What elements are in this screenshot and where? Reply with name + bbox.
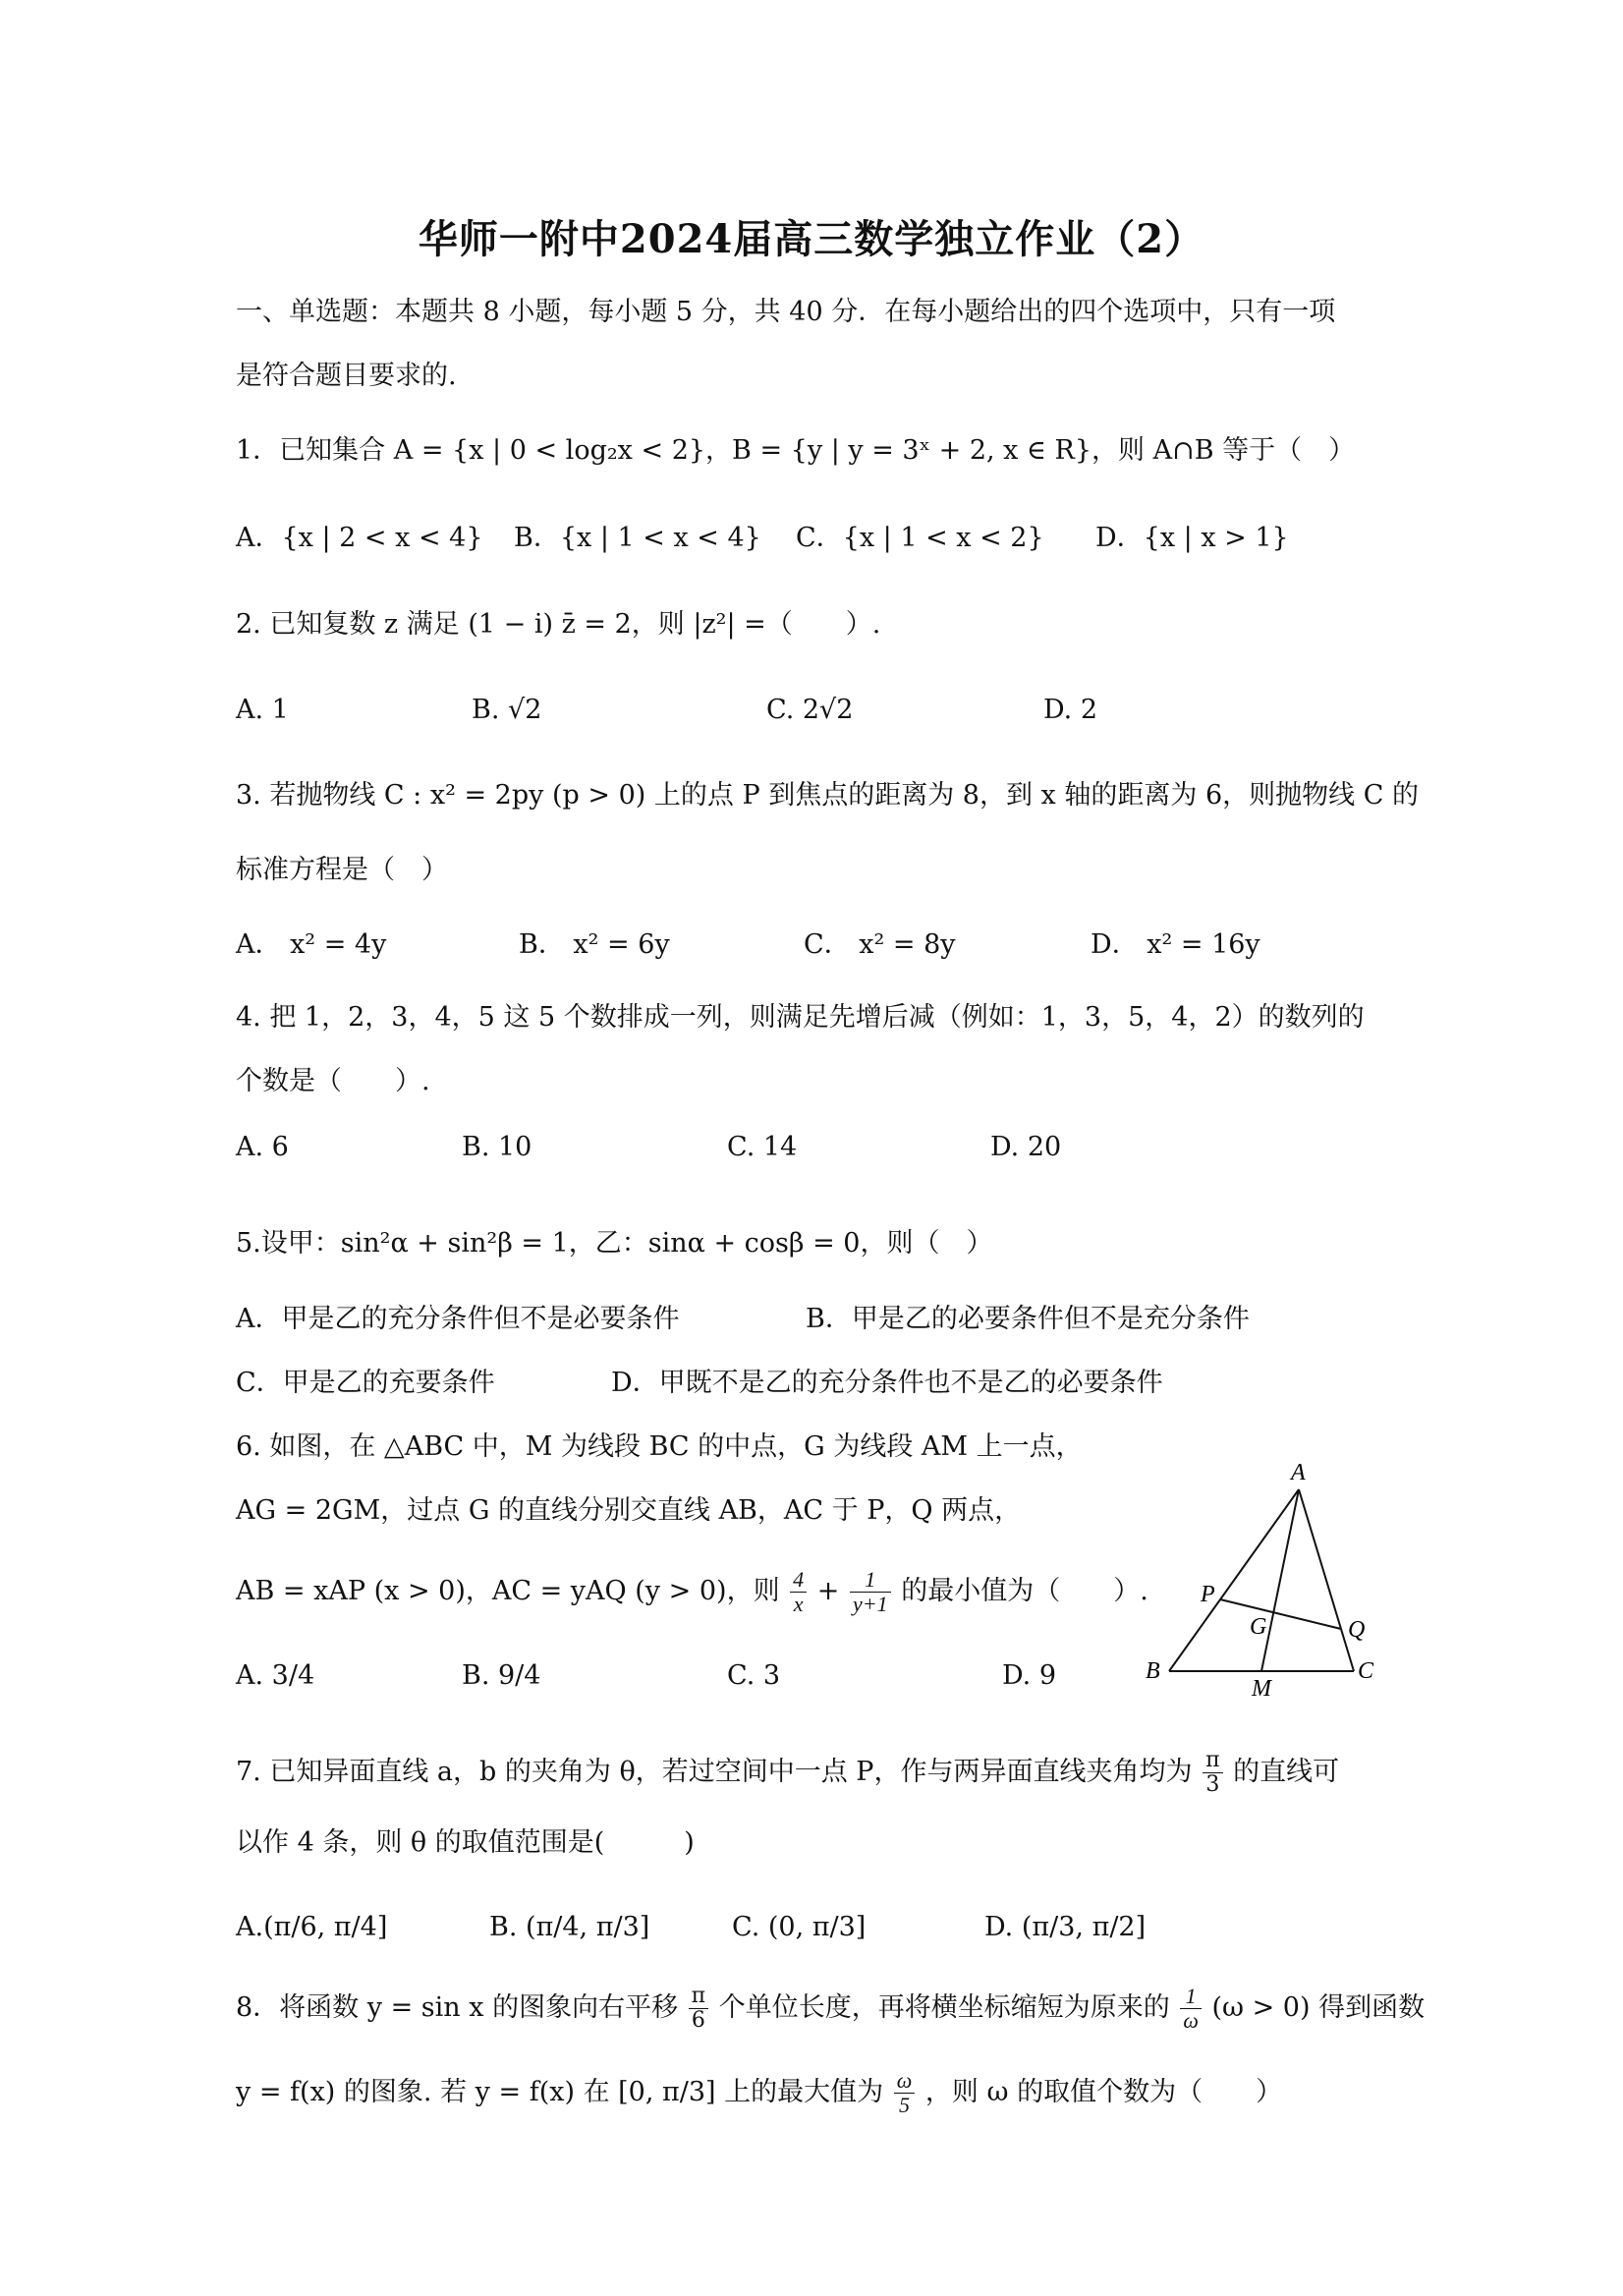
question-6-option-a: A. 3/4 [236, 1660, 315, 1691]
question-6-stem-line2: AG = 2GM，过点 G 的直线分别交直线 AB，AC 于 P，Q 两点， [236, 1495, 1022, 1526]
figure-label-g: G [1250, 1614, 1267, 1640]
question-7-option-c: C. (0, π/3] [732, 1912, 867, 1942]
fraction-numerator: 1 [1180, 1985, 1202, 2009]
question-7-option-a: A.(π/6, π/4] [236, 1912, 388, 1942]
fraction-numerator: ω [894, 2069, 916, 2094]
segment-pq [1220, 1599, 1341, 1629]
question-4-option-b: B. 10 [462, 1132, 532, 1162]
page-title: 华师一附中2024届高三数学独立作业（2） [418, 216, 1205, 262]
question-4-stem-line1: 4. 把 1，2，3，4，5 这 5 个数排成一列，则满足先增后减（例如：1，3，5，4，2）的数列的 [236, 1002, 1365, 1033]
question-5-stem: 5.设甲：sin²α + sin²β = 1，乙：sinα + cosβ = 0，则（ ） [236, 1228, 993, 1259]
question-6-option-c: C. 3 [727, 1660, 781, 1691]
question-1-option-c: C．{x | 1 < x < 2} [796, 523, 1044, 553]
triangle-figure [1140, 1454, 1395, 1700]
fraction-numerator: π [1203, 1749, 1222, 1773]
figure-label-b: B [1146, 1658, 1160, 1684]
question-6-vector-condition: AB = xAP (x > 0)，AC = yAQ (y > 0)，则 [236, 1576, 780, 1606]
question-2-option-a: A. 1 [236, 695, 289, 725]
question-2-option-d: D. 2 [1043, 695, 1098, 725]
question-1-stem: 1．已知集合 A = {x | 0 < log₂x < 2}，B = {y | y = 3ˣ + 2, x ∈ R}，则 A∩B 等于（ ） [236, 435, 1356, 466]
question-4-option-d: D. 20 [990, 1132, 1062, 1162]
question-5-option-d: D．甲既不是乙的充分条件也不是乙的必要条件 [611, 1368, 1163, 1398]
question-7-stem-tail: 的直线可 [1233, 1757, 1340, 1787]
question-6-stem-tail: 的最小值为（ ）. [901, 1576, 1148, 1606]
section-instructions-line2: 是符合题目要求的. [236, 361, 457, 391]
question-8-stem-middle: 个单位长度，再将横坐标缩短为原来的 [718, 1992, 1170, 2023]
question-8-stem-head: 8．将函数 y = sin x 的图象向右平移 [236, 1992, 679, 2023]
question-4-option-a: A. 6 [236, 1132, 289, 1162]
fraction-numerator: π [689, 1985, 708, 2009]
question-7-option-b: B. (π/4, π/3] [489, 1912, 650, 1942]
fraction-denominator: x [793, 1592, 804, 1616]
question-8-stem-line2 [236, 2069, 1282, 2117]
figure-label-q: Q [1348, 1617, 1366, 1643]
question-2-stem: 2. 已知复数 z 满足 (1 − i) z̄ = 2，则 |z²| =（ ）. [236, 609, 881, 640]
question-2-option-c: C. 2√2 [766, 695, 854, 725]
question-6-fraction-1-over-y-plus-1 [850, 1568, 891, 1616]
question-3-stem-line2: 标准方程是（ ） [236, 855, 448, 885]
question-8-fraction-omega-over-5 [894, 2069, 916, 2117]
question-8-stem-line1 [236, 1985, 1425, 2033]
question-3-option-a: A． x² = 4y [236, 929, 387, 960]
fraction-denominator: 6 [691, 2008, 705, 2033]
question-8-fraction-pi-over-6 [689, 1985, 708, 2033]
question-7-stem-line2: 以作 4 条，则 θ 的取值范围是( ) [236, 1827, 695, 1858]
question-6-option-d: D. 9 [1002, 1660, 1057, 1691]
question-5-option-c: C．甲是乙的充要条件 [236, 1368, 495, 1398]
question-8-stem-tail: (ω > 0) 得到函数 [1211, 1992, 1426, 2023]
segment-ac [1299, 1489, 1354, 1671]
fraction-denominator: ω [1183, 2008, 1199, 2033]
fraction-numerator: 1 [850, 1568, 891, 1593]
question-6-stem-line3 [236, 1568, 1148, 1616]
fraction-denominator: 5 [899, 2093, 911, 2117]
question-7-stem-head: 7. 已知异面直线 a，b 的夹角为 θ，若过空间中一点 P，作与两异面直线夹角均为 [236, 1757, 1193, 1787]
question-6-stem-line1: 6. 如图，在 △ABC 中，M 为线段 BC 的中点，G 为线段 AM 上一点， [236, 1431, 1083, 1462]
question-5-option-a: A．甲是乙的充分条件但不是必要条件 [236, 1304, 680, 1334]
question-3-option-d: D． x² = 16y [1091, 929, 1260, 960]
question-1-option-d: D．{x | x > 1} [1095, 523, 1289, 553]
question-8-fraction-1-over-omega [1180, 1985, 1202, 2033]
question-7-option-d: D. (π/3, π/2] [984, 1912, 1147, 1942]
question-8-stem2-tail: ，则 ω 的取值个数为（ ） [924, 2077, 1283, 2107]
question-3-option-b: B． x² = 6y [519, 929, 670, 960]
question-6-option-b: B. 9/4 [462, 1660, 541, 1691]
question-7-fraction-pi-over-3 [1203, 1749, 1222, 1797]
question-8-stem2-head: y = f(x) 的图象. 若 y = f(x) 在 [0, π/3] 上的最大值为 [236, 2077, 884, 2107]
question-5-option-b: B．甲是乙的必要条件但不是充分条件 [806, 1304, 1250, 1334]
question-2-option-b: B. √2 [472, 695, 542, 725]
question-3-option-c: C． x² = 8y [804, 929, 956, 960]
fraction-denominator: y+1 [852, 1592, 888, 1616]
question-3-stem-line1: 3. 若抛物线 C : x² = 2py (p > 0) 上的点 P 到焦点的距离为 8，到 x 轴的距离为 6，则抛物线 C 的 [236, 780, 1419, 811]
section-instructions-line1: 一、单选题：本题共 8 小题，每小题 5 分，共 40 分．在每小题给出的四个选项中，只有一项 [236, 297, 1336, 327]
figure-label-m: M [1252, 1676, 1271, 1700]
question-1-option-a: A．{x | 2 < x < 4} [236, 523, 483, 553]
figure-label-c: C [1358, 1658, 1374, 1684]
question-1-option-b: B．{x | 1 < x < 4} [514, 523, 761, 553]
question-6-fraction-4-over-x [790, 1568, 807, 1616]
fraction-denominator: 3 [1205, 1772, 1220, 1797]
question-4-option-c: C. 14 [727, 1132, 798, 1162]
plus-sign: + [816, 1576, 840, 1606]
fraction-numerator: 4 [790, 1568, 807, 1593]
question-4-stem-line2: 个数是（ ）. [236, 1066, 430, 1096]
figure-label-a: A [1291, 1460, 1306, 1485]
figure-label-p: P [1201, 1582, 1215, 1607]
question-7-stem-line1 [236, 1749, 1339, 1797]
